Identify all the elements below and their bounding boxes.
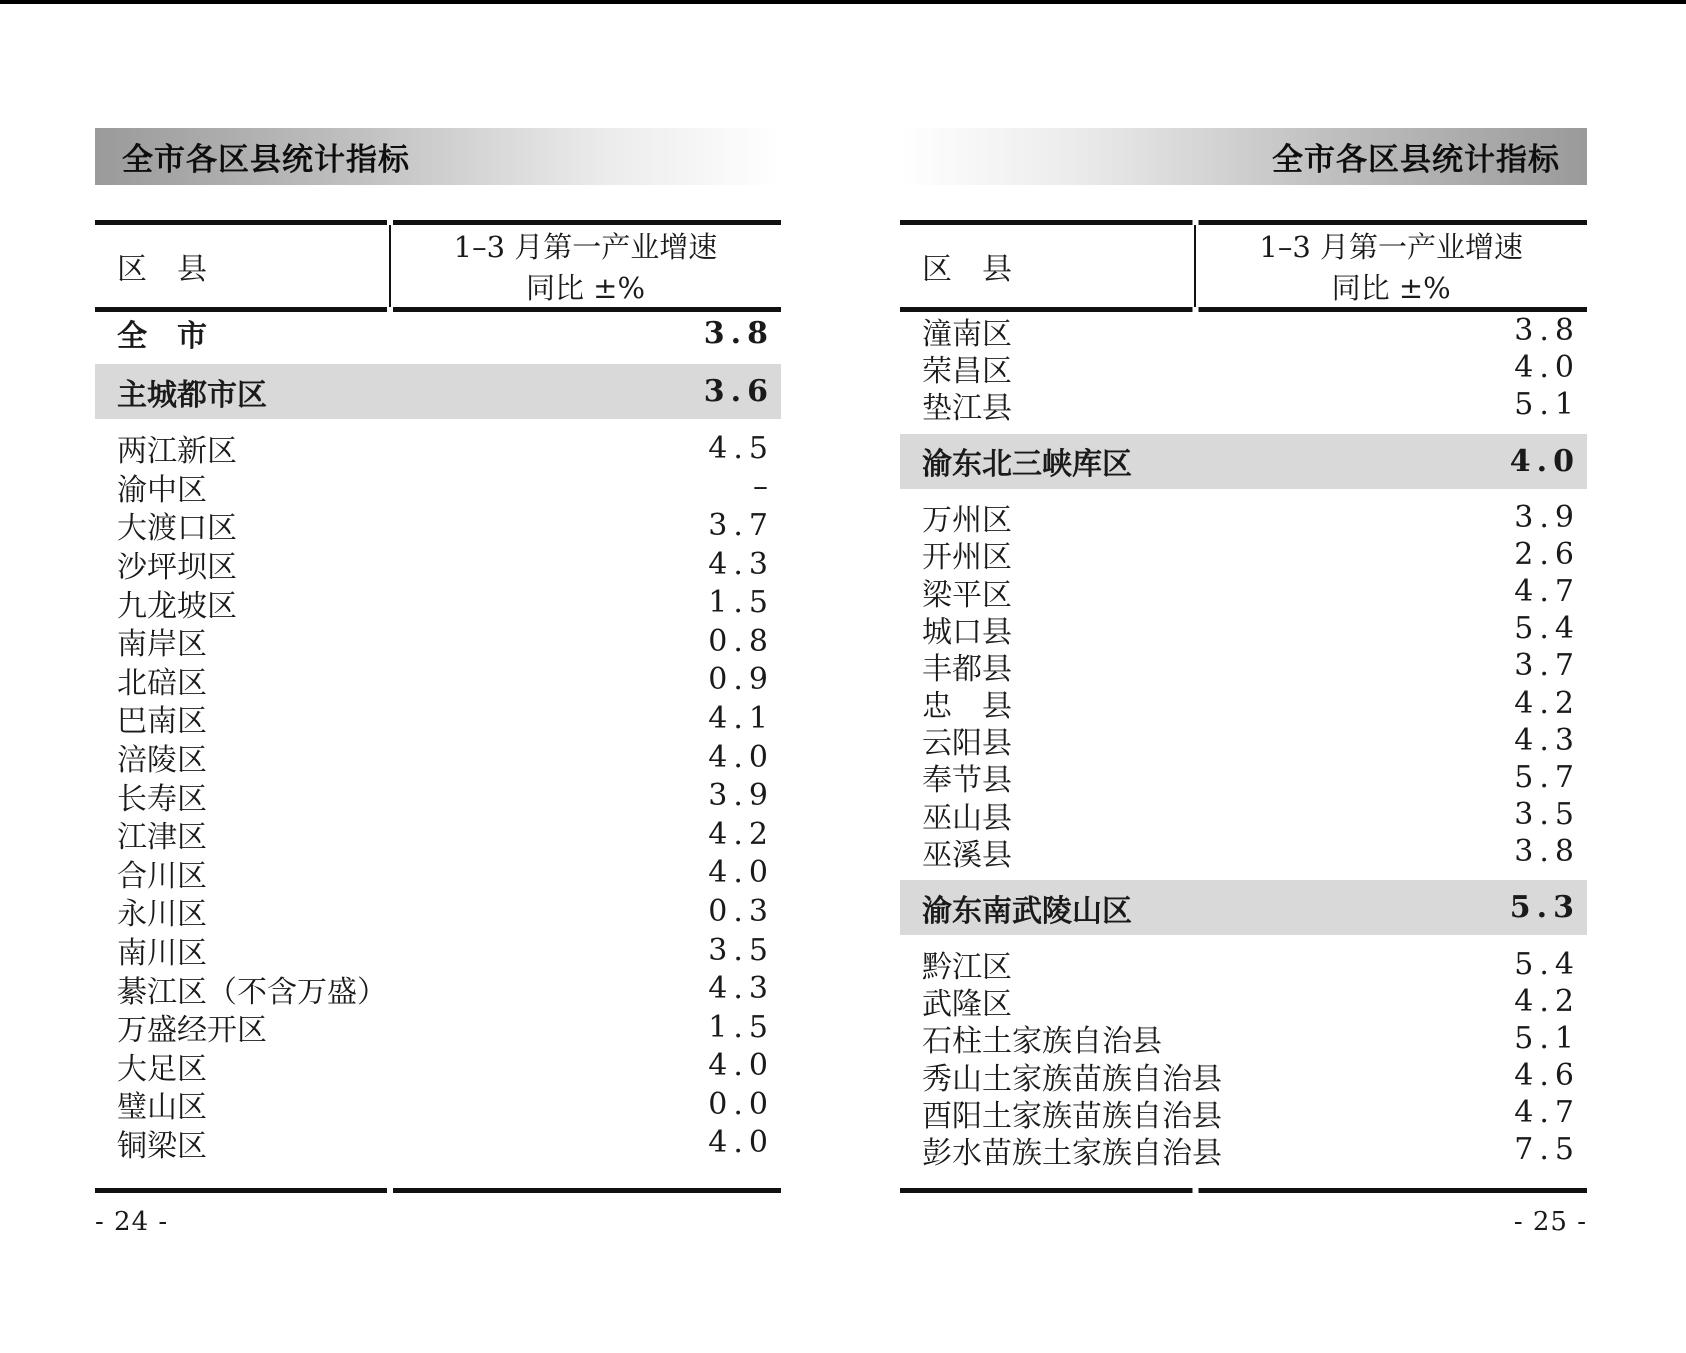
section-row bbox=[95, 364, 781, 419]
table-row bbox=[900, 499, 1587, 539]
table-row bbox=[900, 685, 1587, 725]
table-row bbox=[95, 545, 781, 584]
scan-edge-strip bbox=[0, 0, 1686, 4]
growth-value: 4.0 bbox=[708, 1125, 774, 1161]
table-row bbox=[900, 983, 1587, 1023]
table-row bbox=[900, 349, 1587, 389]
growth-value: 3.5 bbox=[708, 932, 774, 968]
column-header-metric-group bbox=[1195, 225, 1587, 307]
region-name: 酉阳土家族苗族自治县 bbox=[922, 1098, 1222, 1134]
banner-title: 全市各区县统计指标 bbox=[1272, 142, 1560, 177]
region-name: 渝中区 bbox=[117, 472, 207, 508]
region-name: 两江新区 bbox=[117, 434, 237, 470]
table-row bbox=[900, 833, 1587, 873]
growth-value: 5.7 bbox=[1514, 759, 1580, 795]
growth-value: 3.8 bbox=[1514, 313, 1580, 349]
table-row bbox=[95, 429, 781, 468]
region-name: 万盛经开区 bbox=[117, 1013, 267, 1049]
region-name: 铜梁区 bbox=[117, 1128, 207, 1164]
growth-value: 1.5 bbox=[708, 1009, 774, 1045]
growth-value: 2.6 bbox=[1514, 536, 1580, 572]
growth-value: 1.5 bbox=[708, 585, 774, 621]
region-name: 渝东南武陵山区 bbox=[922, 893, 1132, 929]
growth-value: 4.3 bbox=[708, 971, 774, 1007]
growth-value: 5.3 bbox=[1509, 890, 1580, 926]
region-name: 大足区 bbox=[117, 1051, 207, 1087]
table-row bbox=[900, 386, 1587, 426]
growth-value: 5.4 bbox=[1514, 611, 1580, 647]
banner-title: 全市各区县统计指标 bbox=[122, 142, 410, 177]
region-name: 全 市 bbox=[117, 319, 207, 354]
table-body bbox=[900, 312, 1587, 1188]
growth-value: 4.3 bbox=[1514, 722, 1580, 758]
table-body bbox=[95, 312, 781, 1188]
growth-value: 4.1 bbox=[708, 700, 774, 736]
region-name: 南川区 bbox=[117, 936, 207, 972]
region-name: 潼南区 bbox=[922, 316, 1012, 352]
growth-value: 3.7 bbox=[1514, 648, 1580, 684]
column-header-submetric: 同比 ±% bbox=[525, 271, 646, 305]
region-name: 主城都市区 bbox=[117, 377, 267, 413]
column-header-region: 区 县 bbox=[922, 252, 1012, 287]
section-row bbox=[900, 880, 1587, 935]
region-name: 奉节县 bbox=[922, 763, 1012, 799]
table-row bbox=[900, 1020, 1587, 1060]
table-row bbox=[95, 854, 781, 893]
table-bottom-rule bbox=[900, 1188, 1587, 1193]
region-name: 渝东北三峡库区 bbox=[922, 447, 1132, 483]
table-row bbox=[900, 1131, 1587, 1171]
region-name: 万州区 bbox=[922, 503, 1012, 539]
growth-value: 4.0 bbox=[1514, 350, 1580, 386]
region-name: 垫江县 bbox=[922, 390, 1012, 426]
growth-value: 5.1 bbox=[1514, 387, 1580, 423]
region-name: 巫山县 bbox=[922, 800, 1012, 836]
region-name: 忠 县 bbox=[922, 689, 1012, 725]
page-banner-right bbox=[900, 128, 1587, 185]
table-row bbox=[95, 1124, 781, 1163]
total-row bbox=[95, 312, 781, 354]
region-name: 巴南区 bbox=[117, 704, 207, 740]
growth-value: 4.7 bbox=[1514, 574, 1580, 610]
growth-value: 3.7 bbox=[708, 507, 774, 543]
table-row bbox=[900, 1094, 1587, 1134]
region-name: 南岸区 bbox=[117, 627, 207, 663]
growth-value: 4.3 bbox=[708, 546, 774, 582]
table-row bbox=[95, 931, 781, 970]
growth-value: 4.5 bbox=[708, 430, 774, 466]
growth-value: 5.4 bbox=[1514, 946, 1580, 982]
table-row bbox=[95, 776, 781, 815]
table-row bbox=[95, 815, 781, 854]
region-name: 秀山土家族苗族自治县 bbox=[922, 1061, 1222, 1097]
table-row bbox=[95, 1008, 781, 1047]
table-row bbox=[95, 661, 781, 700]
region-name: 梁平区 bbox=[922, 577, 1012, 613]
region-name: 璧山区 bbox=[117, 1090, 207, 1126]
table-bottom-rule bbox=[95, 1188, 781, 1193]
growth-value: 4.2 bbox=[1514, 685, 1580, 721]
region-name: 丰都县 bbox=[922, 651, 1012, 687]
region-name: 长寿区 bbox=[117, 781, 207, 817]
table-row bbox=[95, 1047, 781, 1086]
page-24 bbox=[0, 4, 843, 1237]
table-row bbox=[95, 468, 781, 507]
region-name: 荣昌区 bbox=[922, 353, 1012, 389]
growth-value: 4.0 bbox=[708, 739, 774, 775]
table-row bbox=[900, 312, 1587, 352]
page-25 bbox=[843, 4, 1686, 1237]
growth-value: 3.8 bbox=[703, 315, 774, 351]
region-name: 武隆区 bbox=[922, 987, 1012, 1023]
region-name: 九龙坡区 bbox=[117, 588, 237, 624]
growth-value: – bbox=[753, 469, 774, 505]
column-header-metric: 1–3 月第一产业增速 bbox=[1259, 230, 1524, 264]
table-row bbox=[900, 759, 1587, 799]
growth-value: 7.5 bbox=[1514, 1132, 1580, 1168]
growth-value: 4.0 bbox=[708, 1048, 774, 1084]
page-number: - 24 - bbox=[95, 1207, 169, 1238]
table-row bbox=[900, 647, 1587, 687]
table-row bbox=[95, 583, 781, 622]
growth-value: 4.0 bbox=[708, 855, 774, 891]
region-name: 沙坪坝区 bbox=[117, 550, 237, 586]
region-name: 巫溪县 bbox=[922, 837, 1012, 873]
column-header-metric-group bbox=[390, 225, 781, 307]
table-row bbox=[95, 699, 781, 738]
growth-value: 4.7 bbox=[1514, 1095, 1580, 1131]
table-row bbox=[95, 892, 781, 931]
growth-value: 0.3 bbox=[708, 893, 774, 929]
growth-value: 0.8 bbox=[708, 623, 774, 659]
section-row bbox=[900, 434, 1587, 489]
growth-value: 3.6 bbox=[703, 374, 774, 409]
table-row bbox=[900, 945, 1587, 986]
stats-table-left bbox=[95, 220, 781, 1193]
growth-value: 4.2 bbox=[1514, 983, 1580, 1019]
region-name: 城口县 bbox=[922, 614, 1012, 650]
region-name: 黔江区 bbox=[922, 950, 1012, 986]
table-row bbox=[95, 622, 781, 661]
region-name: 江津区 bbox=[117, 820, 207, 856]
table-row bbox=[900, 536, 1587, 576]
growth-value: 0.0 bbox=[708, 1086, 774, 1122]
table-row bbox=[95, 506, 781, 545]
table-row bbox=[95, 1085, 781, 1124]
region-name: 永川区 bbox=[117, 897, 207, 933]
column-header-region: 区 县 bbox=[117, 252, 207, 287]
growth-value: 3.5 bbox=[1514, 797, 1580, 833]
region-name: 北碚区 bbox=[117, 665, 207, 701]
region-name: 大渡口区 bbox=[117, 511, 237, 547]
growth-value: 0.9 bbox=[708, 662, 774, 698]
growth-value: 3.9 bbox=[1514, 499, 1580, 535]
region-name: 合川区 bbox=[117, 858, 207, 894]
growth-value: 4.0 bbox=[1509, 443, 1580, 479]
stats-table-right bbox=[900, 220, 1587, 1193]
page-banner-left bbox=[95, 128, 781, 185]
table-row bbox=[95, 738, 781, 777]
column-header-metric: 1–3 月第一产业增速 bbox=[453, 230, 718, 264]
column-divider-rule bbox=[389, 225, 391, 307]
column-divider-rule bbox=[1194, 225, 1196, 307]
table-row bbox=[900, 722, 1587, 762]
region-name: 涪陵区 bbox=[117, 743, 207, 779]
table-row bbox=[900, 1057, 1587, 1097]
table-header bbox=[900, 225, 1587, 307]
table-row bbox=[900, 796, 1587, 836]
growth-value: 5.1 bbox=[1514, 1020, 1580, 1056]
table-row bbox=[95, 969, 781, 1008]
growth-value: 3.8 bbox=[1514, 834, 1580, 870]
growth-value: 3.9 bbox=[708, 778, 774, 814]
region-name: 石柱土家族自治县 bbox=[922, 1024, 1162, 1060]
page-number: - 25 - bbox=[1513, 1206, 1587, 1237]
region-name: 开州区 bbox=[922, 540, 1012, 576]
table-row bbox=[900, 610, 1587, 650]
region-name: 云阳县 bbox=[922, 726, 1012, 762]
table-row bbox=[900, 573, 1587, 613]
region-name: 綦江区（不含万盛） bbox=[117, 974, 387, 1010]
growth-value: 4.6 bbox=[1514, 1058, 1580, 1094]
growth-value: 4.2 bbox=[708, 816, 774, 852]
region-name: 彭水苗族土家族自治县 bbox=[922, 1135, 1222, 1171]
column-header-submetric: 同比 ±% bbox=[1331, 271, 1451, 305]
table-header bbox=[95, 225, 781, 307]
